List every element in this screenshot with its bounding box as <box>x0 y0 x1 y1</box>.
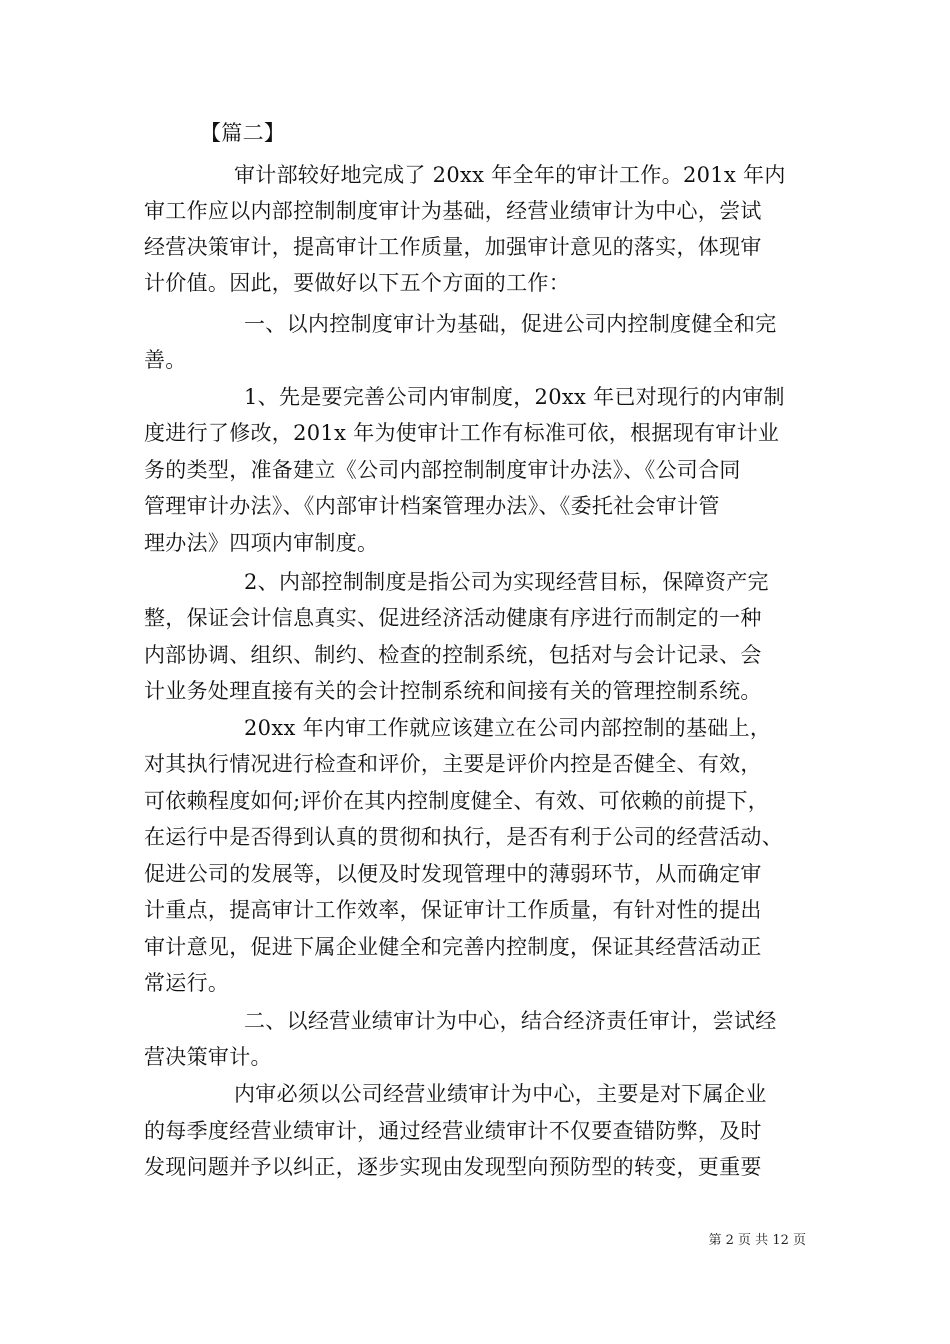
section-title-line: 营决策审计。 <box>144 1045 272 1069</box>
paragraph-line: 内部协调、组织、制约、检查的控制系统，包括对与会计记录、会 <box>144 643 762 667</box>
section-title-line: 二、以经营业绩审计为中心，结合经济责任审计，尝试经 <box>244 1009 777 1033</box>
paragraph-line: 经营决策审计，提高审计工作质量，加强审计意见的落实，体现审 <box>144 235 762 259</box>
paragraph-line: 20xx 年内审工作就应该建立在公司内部控制的基础上， <box>244 716 772 740</box>
paragraph-line: 计重点，提高审计工作效率，保证审计工作质量，有针对性的提出 <box>144 898 762 922</box>
paragraph-line: 常运行。 <box>144 971 230 995</box>
paragraph-line: 发现问题并予以纠正，逐步实现由发现型向预防型的转变，更重要 <box>144 1155 762 1179</box>
page-number: 第 2 页 共 12 页 <box>708 1233 806 1248</box>
paragraph-line: 可依赖程度如何;评价在其内控制度健全、有效、可依赖的前提下， <box>144 789 770 813</box>
paragraph-line: 1、先是要完善公司内审制度，20xx 年已对现行的内审制 <box>244 385 785 409</box>
paragraph-line: 管理审计办法》、《内部审计档案管理办法》、《委托社会审计管 <box>144 494 720 518</box>
paragraph-line: 务的类型，准备建立《公司内部控制制度审计办法》、《公司合同 <box>144 458 741 482</box>
section-title-line: 善。 <box>144 348 187 372</box>
paragraph-line: 内审必须以公司经营业绩审计为中心，主要是对下属企业 <box>234 1082 767 1106</box>
paragraph-line: 审计意见，促进下属企业健全和完善内控制度，保证其经营活动正 <box>144 935 762 959</box>
paragraph-line: 在运行中是否得到认真的贯彻和执行，是否有利于公司的经营活动、 <box>144 825 783 849</box>
paragraph-line: 对其执行情况进行检查和评价，主要是评价内控是否健全、有效， <box>144 752 762 776</box>
paragraph-line: 的每季度经营业绩审计，通过经营业绩审计不仅要查错防弊，及时 <box>144 1119 762 1143</box>
paragraph-line: 审工作应以内部控制制度审计为基础，经营业绩审计为中心，尝试 <box>144 199 762 223</box>
paragraph-line: 促进公司的发展等，以便及时发现管理中的薄弱环节，从而确定审 <box>144 862 762 886</box>
paragraph-line: 2、内部控制制度是指公司为实现经营目标，保障资产完 <box>244 570 769 594</box>
section-title-line: 一、以内控制度审计为基础，促进公司内控制度健全和完 <box>244 312 777 336</box>
paragraph-line: 计业务处理直接有关的会计控制系统和间接有关的管理控制系统。 <box>144 679 762 703</box>
paragraph-line: 计价值。因此，要做好以下五个方面的工作： <box>144 271 570 295</box>
paragraph-line: 理办法》四项内审制度。 <box>144 531 379 555</box>
paragraph-line: 整，保证会计信息真实、促进经济活动健康有序进行而制定的一种 <box>144 606 762 630</box>
paragraph-line: 审计部较好地完成了 20xx 年全年的审计工作。201x 年内 <box>234 163 786 187</box>
section-heading: 【篇二】 <box>200 121 286 145</box>
paragraph-line: 度进行了修改，201x 年为使审计工作有标准可依，根据现有审计业 <box>144 421 780 445</box>
